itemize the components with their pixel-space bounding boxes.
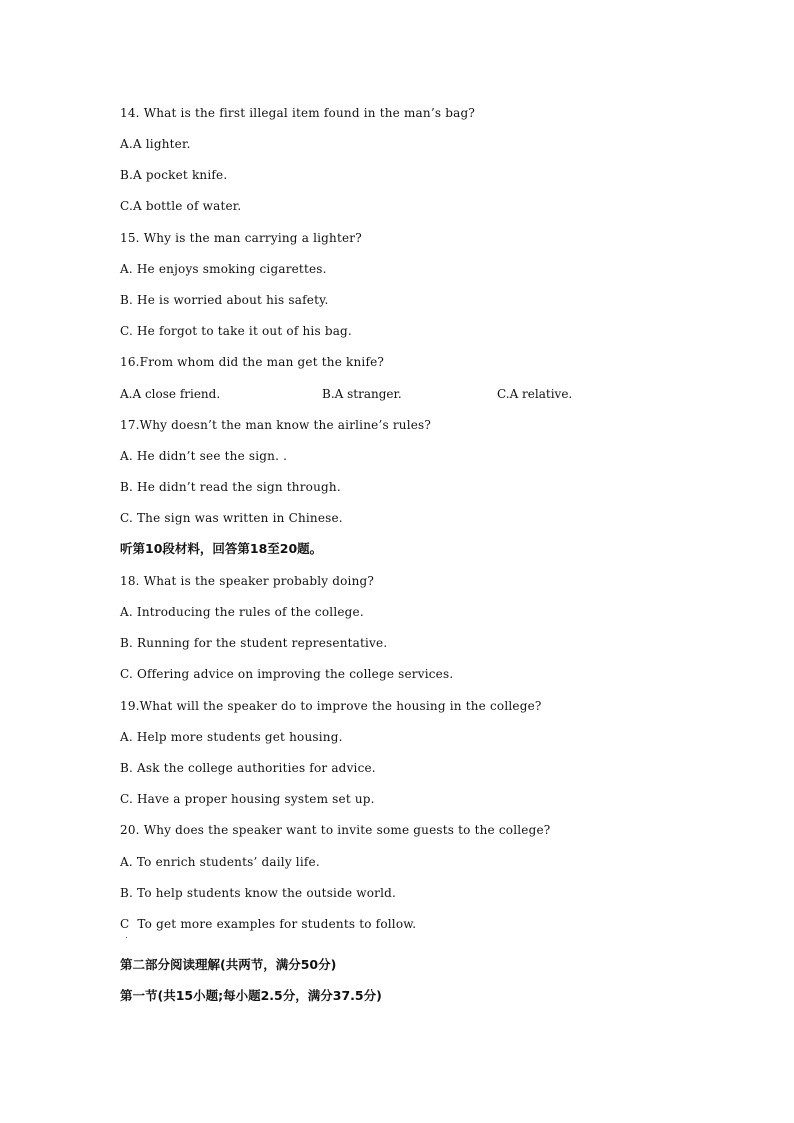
q16-option-b: B.A stranger. (322, 387, 402, 401)
q15-option-b: B. He is worried about his safety. (120, 293, 329, 307)
stray-mark (126, 937, 127, 938)
section1-heading: 第一节(共15小题;每小题2.5分，满分37.5分) (120, 988, 382, 1003)
q16-stem: 16.From whom did the man get the knife? (120, 355, 385, 369)
q16-option-c: C.A relative. (497, 387, 573, 401)
q20-option-b: B. To help students know the outside world. (120, 886, 397, 900)
section10-heading: 听第10段材料，回答第18至20题。 (120, 541, 323, 556)
q17-stem: 17.Why doesn’t the man know the airline’s rules? (120, 418, 432, 432)
q15-option-c: C. He forgot to take it out of his bag. (120, 324, 352, 338)
q19-option-b: B. Ask the college authorities for advice. (120, 761, 376, 775)
q20-option-c: C To get more examples for students to follow. (120, 917, 417, 931)
q14-option-a: A.A lighter. (120, 137, 191, 151)
q19-option-a: A. Help more students get housing. (120, 730, 343, 744)
q18-option-a: A. Introducing the rules of the college. (120, 605, 364, 619)
q17-option-a: A. He didn’t see the sign. . (120, 449, 288, 463)
q17-option-c: C. The sign was written in Chinese. (120, 511, 343, 525)
q14-option-b: B.A pocket knife. (120, 168, 228, 182)
q20-option-a: A. To enrich students’ daily life. (120, 855, 320, 869)
q14-stem: 14. What is the first illegal item found in the man’s bag? (120, 106, 475, 120)
q15-stem: 15. Why is the man carrying a lighter? (120, 231, 362, 245)
part2-heading: 第二部分阅读理解(共两节，满分50分) (120, 957, 337, 972)
q17-option-b: B. He didn’t read the sign through. (120, 480, 341, 494)
q19-option-c: C. Have a proper housing system set up. (120, 792, 375, 806)
q19-stem: 19.What will the speaker do to improve the housing in the college? (120, 699, 542, 713)
q15-option-a: A. He enjoys smoking cigarettes. (120, 262, 327, 276)
q16-option-a: A.A close friend. (120, 387, 221, 401)
q18-option-c: C. Offering advice on improving the college services. (120, 667, 454, 681)
q18-stem: 18. What is the speaker probably doing? (120, 574, 375, 588)
q20-stem: 20. Why does the speaker want to invite some guests to the college? (120, 823, 551, 837)
q18-option-b: B. Running for the student representative. (120, 636, 388, 650)
q14-option-c: C.A bottle of water. (120, 199, 242, 213)
